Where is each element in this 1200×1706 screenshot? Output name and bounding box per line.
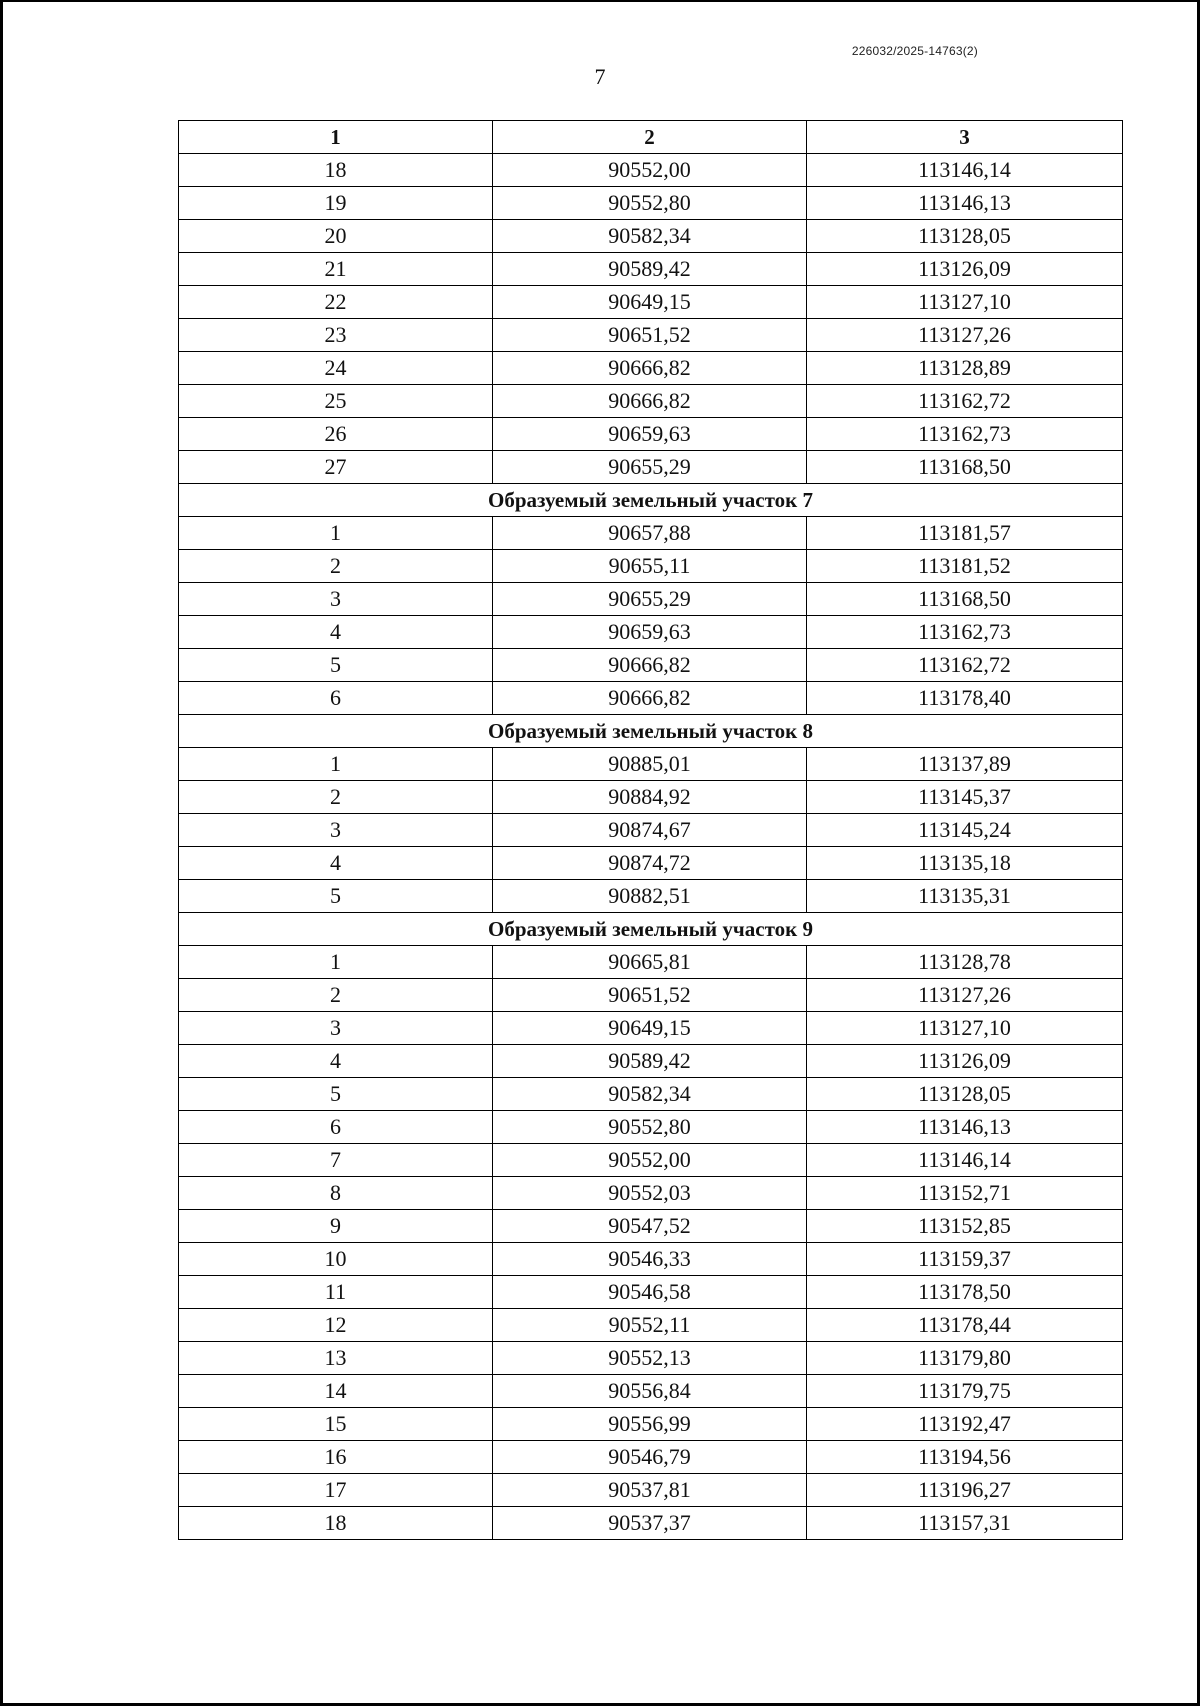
y-coordinate-cell: 113128,05 [807, 1078, 1123, 1111]
x-coordinate-cell: 90657,88 [493, 517, 807, 550]
table-row [179, 1177, 1123, 1210]
table-row [179, 1243, 1123, 1276]
point-number-cell: 2 [179, 979, 493, 1012]
y-coordinate-cell: 113194,56 [807, 1441, 1123, 1474]
point-number-cell: 12 [179, 1309, 493, 1342]
y-coordinate-cell: 113159,37 [807, 1243, 1123, 1276]
point-number-cell: 15 [179, 1408, 493, 1441]
point-number-cell: 7 [179, 1144, 493, 1177]
point-number-cell: 4 [179, 1045, 493, 1078]
y-coordinate-cell: 113196,27 [807, 1474, 1123, 1507]
point-number-cell: 2 [179, 550, 493, 583]
y-coordinate-cell: 113127,10 [807, 286, 1123, 319]
y-coordinate-cell: 113178,40 [807, 682, 1123, 715]
x-coordinate-cell: 90655,29 [493, 583, 807, 616]
x-coordinate-cell: 90537,37 [493, 1507, 807, 1540]
y-coordinate-cell: 113135,31 [807, 880, 1123, 913]
point-number-cell: 8 [179, 1177, 493, 1210]
table-row [179, 154, 1123, 187]
x-coordinate-cell: 90552,00 [493, 154, 807, 187]
y-coordinate-cell: 113152,71 [807, 1177, 1123, 1210]
x-coordinate-cell: 90552,00 [493, 1144, 807, 1177]
y-coordinate-cell: 113146,14 [807, 154, 1123, 187]
table-row [179, 1342, 1123, 1375]
point-number-cell: 4 [179, 847, 493, 880]
table-row [179, 649, 1123, 682]
point-number-cell: 21 [179, 253, 493, 286]
point-number-cell: 5 [179, 880, 493, 913]
column-header: 2 [493, 121, 807, 154]
section-row [179, 484, 1123, 517]
y-coordinate-cell: 113126,09 [807, 253, 1123, 286]
table-row [179, 1111, 1123, 1144]
y-coordinate-cell: 113178,50 [807, 1276, 1123, 1309]
table-row [179, 1375, 1123, 1408]
table-row [179, 682, 1123, 715]
table-row [179, 1309, 1123, 1342]
point-number-cell: 20 [179, 220, 493, 253]
point-number-cell: 24 [179, 352, 493, 385]
x-coordinate-cell: 90556,99 [493, 1408, 807, 1441]
section-row [179, 715, 1123, 748]
table-row [179, 1441, 1123, 1474]
y-coordinate-cell: 113181,57 [807, 517, 1123, 550]
y-coordinate-cell: 113146,13 [807, 1111, 1123, 1144]
y-coordinate-cell: 113162,73 [807, 418, 1123, 451]
point-number-cell: 22 [179, 286, 493, 319]
point-number-cell: 9 [179, 1210, 493, 1243]
x-coordinate-cell: 90552,80 [493, 1111, 807, 1144]
table-row [179, 385, 1123, 418]
y-coordinate-cell: 113146,13 [807, 187, 1123, 220]
table-row [179, 451, 1123, 484]
point-number-cell: 13 [179, 1342, 493, 1375]
table-row [179, 550, 1123, 583]
x-coordinate-cell: 90589,42 [493, 1045, 807, 1078]
section-row [179, 913, 1123, 946]
y-coordinate-cell: 113162,72 [807, 385, 1123, 418]
x-coordinate-cell: 90874,67 [493, 814, 807, 847]
point-number-cell: 18 [179, 1507, 493, 1540]
point-number-cell: 4 [179, 616, 493, 649]
point-number-cell: 16 [179, 1441, 493, 1474]
y-coordinate-cell: 113179,80 [807, 1342, 1123, 1375]
point-number-cell: 1 [179, 748, 493, 781]
point-number-cell: 5 [179, 649, 493, 682]
table-row [179, 1078, 1123, 1111]
y-coordinate-cell: 113127,10 [807, 1012, 1123, 1045]
column-header: 1 [179, 121, 493, 154]
y-coordinate-cell: 113157,31 [807, 1507, 1123, 1540]
table-row [179, 352, 1123, 385]
x-coordinate-cell: 90546,79 [493, 1441, 807, 1474]
x-coordinate-cell: 90884,92 [493, 781, 807, 814]
x-coordinate-cell: 90649,15 [493, 1012, 807, 1045]
y-coordinate-cell: 113137,89 [807, 748, 1123, 781]
table-row [179, 1012, 1123, 1045]
section-title: Образуемый земельный участок 8 [179, 715, 1123, 748]
table-row [179, 1045, 1123, 1078]
table-row [179, 814, 1123, 847]
point-number-cell: 2 [179, 781, 493, 814]
point-number-cell: 23 [179, 319, 493, 352]
document-number: 226032/2025-14763(2) [851, 44, 978, 58]
point-number-cell: 26 [179, 418, 493, 451]
x-coordinate-cell: 90659,63 [493, 418, 807, 451]
y-coordinate-cell: 113128,05 [807, 220, 1123, 253]
y-coordinate-cell: 113145,24 [807, 814, 1123, 847]
x-coordinate-cell: 90556,84 [493, 1375, 807, 1408]
x-coordinate-cell: 90582,34 [493, 220, 807, 253]
point-number-cell: 5 [179, 1078, 493, 1111]
x-coordinate-cell: 90885,01 [493, 748, 807, 781]
y-coordinate-cell: 113128,78 [807, 946, 1123, 979]
y-coordinate-cell: 113168,50 [807, 451, 1123, 484]
table-row [179, 418, 1123, 451]
y-coordinate-cell: 113179,75 [807, 1375, 1123, 1408]
table-header-row [179, 121, 1123, 154]
table-row [179, 517, 1123, 550]
point-number-cell: 3 [179, 814, 493, 847]
y-coordinate-cell: 113127,26 [807, 319, 1123, 352]
table-row [179, 946, 1123, 979]
x-coordinate-cell: 90651,52 [493, 979, 807, 1012]
x-coordinate-cell: 90655,11 [493, 550, 807, 583]
column-header: 3 [807, 121, 1123, 154]
y-coordinate-cell: 113178,44 [807, 1309, 1123, 1342]
section-title: Образуемый земельный участок 9 [179, 913, 1123, 946]
y-coordinate-cell: 113162,72 [807, 649, 1123, 682]
x-coordinate-cell: 90666,82 [493, 352, 807, 385]
y-coordinate-cell: 113135,18 [807, 847, 1123, 880]
point-number-cell: 19 [179, 187, 493, 220]
y-coordinate-cell: 113145,37 [807, 781, 1123, 814]
x-coordinate-cell: 90546,33 [493, 1243, 807, 1276]
point-number-cell: 14 [179, 1375, 493, 1408]
point-number-cell: 6 [179, 1111, 493, 1144]
y-coordinate-cell: 113146,14 [807, 1144, 1123, 1177]
table-row [179, 748, 1123, 781]
x-coordinate-cell: 90552,13 [493, 1342, 807, 1375]
table-row [179, 286, 1123, 319]
x-coordinate-cell: 90582,34 [493, 1078, 807, 1111]
y-coordinate-cell: 113192,47 [807, 1408, 1123, 1441]
x-coordinate-cell: 90649,15 [493, 286, 807, 319]
x-coordinate-cell: 90659,63 [493, 616, 807, 649]
y-coordinate-cell: 113181,52 [807, 550, 1123, 583]
y-coordinate-cell: 113127,26 [807, 979, 1123, 1012]
table-row [179, 979, 1123, 1012]
x-coordinate-cell: 90537,81 [493, 1474, 807, 1507]
x-coordinate-cell: 90874,72 [493, 847, 807, 880]
table-row [179, 253, 1123, 286]
table-row [179, 1210, 1123, 1243]
point-number-cell: 1 [179, 517, 493, 550]
table-row [179, 847, 1123, 880]
y-coordinate-cell: 113162,73 [807, 616, 1123, 649]
point-number-cell: 6 [179, 682, 493, 715]
x-coordinate-cell: 90552,03 [493, 1177, 807, 1210]
table-row [179, 220, 1123, 253]
x-coordinate-cell: 90666,82 [493, 682, 807, 715]
table-row [179, 319, 1123, 352]
x-coordinate-cell: 90666,82 [493, 649, 807, 682]
table-row [179, 880, 1123, 913]
point-number-cell: 17 [179, 1474, 493, 1507]
y-coordinate-cell: 113126,09 [807, 1045, 1123, 1078]
table-row [179, 1474, 1123, 1507]
table-row [179, 583, 1123, 616]
page-number: 7 [594, 64, 606, 89]
y-coordinate-cell: 113128,89 [807, 352, 1123, 385]
x-coordinate-cell: 90552,80 [493, 187, 807, 220]
x-coordinate-cell: 90666,82 [493, 385, 807, 418]
table-row [179, 781, 1123, 814]
x-coordinate-cell: 90589,42 [493, 253, 807, 286]
table-row [179, 187, 1123, 220]
table-row [179, 616, 1123, 649]
point-number-cell: 27 [179, 451, 493, 484]
y-coordinate-cell: 113152,85 [807, 1210, 1123, 1243]
table-row [179, 1276, 1123, 1309]
point-number-cell: 3 [179, 1012, 493, 1045]
table-row [179, 1408, 1123, 1441]
x-coordinate-cell: 90651,52 [493, 319, 807, 352]
point-number-cell: 10 [179, 1243, 493, 1276]
point-number-cell: 11 [179, 1276, 493, 1309]
point-number-cell: 25 [179, 385, 493, 418]
point-number-cell: 1 [179, 946, 493, 979]
coordinates-table [178, 120, 1123, 1540]
point-number-cell: 3 [179, 583, 493, 616]
point-number-cell: 18 [179, 154, 493, 187]
x-coordinate-cell: 90552,11 [493, 1309, 807, 1342]
y-coordinate-cell: 113168,50 [807, 583, 1123, 616]
x-coordinate-cell: 90547,52 [493, 1210, 807, 1243]
table-row [179, 1144, 1123, 1177]
table-row [179, 1507, 1123, 1540]
x-coordinate-cell: 90546,58 [493, 1276, 807, 1309]
x-coordinate-cell: 90665,81 [493, 946, 807, 979]
x-coordinate-cell: 90655,29 [493, 451, 807, 484]
table-body [179, 154, 1123, 1540]
x-coordinate-cell: 90882,51 [493, 880, 807, 913]
section-title: Образуемый земельный участок 7 [179, 484, 1123, 517]
